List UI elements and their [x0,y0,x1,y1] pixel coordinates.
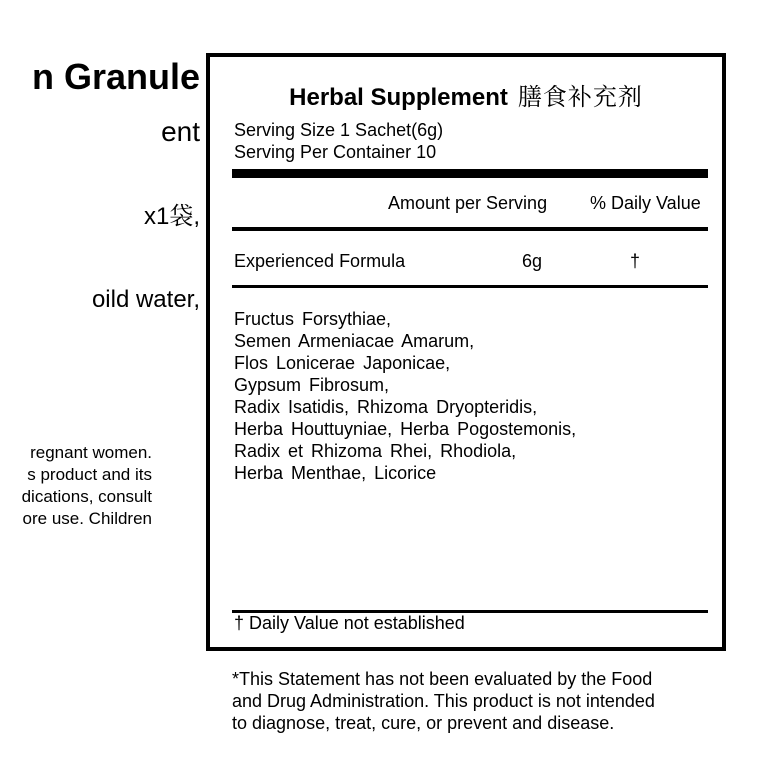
panel-title-chinese: 膳食补充剂 [517,84,643,111]
ingredient-line: Semen Armeniacae Amarum, [234,331,475,351]
ingredient-line: Radix Isatidis, Rhizoma Dryopteridis, [234,397,538,417]
serving-info [234,119,443,163]
ingredient-line: Gypsum Fibrosum, [234,375,390,395]
panel-title-english: Herbal Supplement [289,84,508,111]
statement-line: to diagnose, treat, cure, or prevent and disease. [232,713,615,733]
fda-statement [232,668,655,734]
ingredient-line: Flos Lonicerae Japonicae, [234,353,451,373]
amount-header: Amount per Serving [388,193,548,213]
left-column-cropped [0,0,200,758]
thick-divider [232,169,708,178]
product-subtitle-fragment: ent [161,116,200,147]
dosage-fragment: x1袋, [143,203,200,230]
ingredient-line: Fructus Forsythiae, [234,309,392,329]
panel-title [210,77,722,112]
warning-line: s product and its [27,465,152,484]
serving-size: Serving Size 1 Sachet(6g) [234,120,444,140]
warning-line: ore use. Children [22,509,152,528]
ingredient-line: Herba Menthae, Licorice [234,463,437,483]
ingredients-list [234,308,576,484]
daily-value-footnote: † Daily Value not established [234,613,465,633]
serving-per-container: Serving Per Container 10 [234,142,437,162]
formula-name: Experienced Formula [234,251,406,271]
ingredient-line: Radix et Rhizoma Rhei, Rhodiola, [234,441,517,461]
ingredient-line: Herba Houttuyniae, Herba Pogostemonis, [234,419,577,439]
warning-line: regnant women. [30,443,152,462]
directions-fragment: oild water, [91,286,200,313]
divider [232,285,708,288]
supplement-facts-panel [206,53,726,651]
daily-value-header: % Daily Value [590,193,701,213]
formula-amount: 6g [522,251,543,271]
product-title-fragment: n Granule [31,56,200,97]
divider [232,227,708,231]
warning-line: dications, consult [21,487,152,506]
formula-daily-value: † [630,251,641,271]
statement-line: *This Statement has not been evaluated by the Food [232,669,653,689]
statement-line: and Drug Administration. This product is not intended [232,691,655,711]
